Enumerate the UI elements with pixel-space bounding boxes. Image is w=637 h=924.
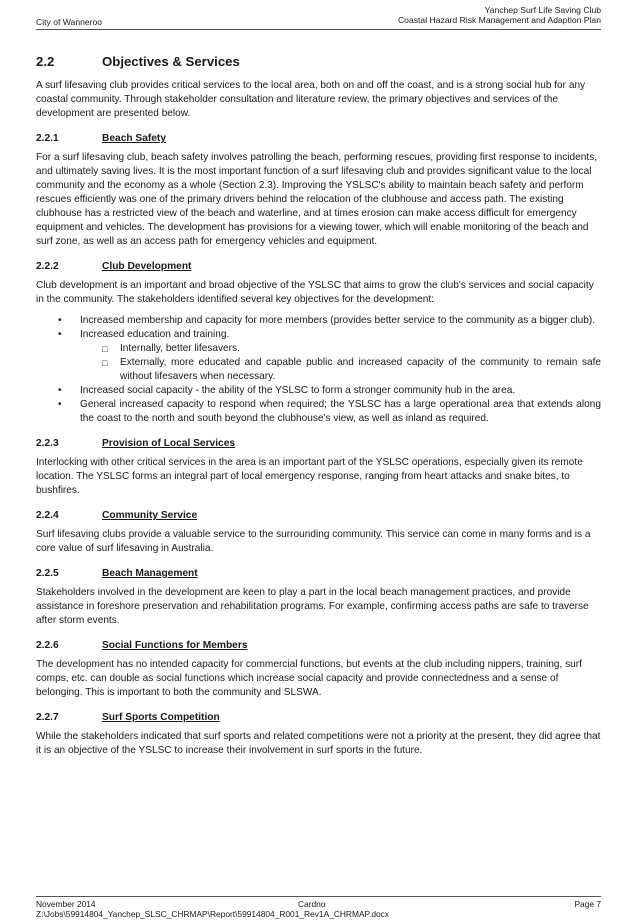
list-item <box>36 398 601 426</box>
footer-file-path: Z:\Jobs\59914804_Yanchep_SLSC_CHRMAP\Report\59914804_R001_Rev1A_CHRMAP.docx <box>36 909 390 919</box>
checkbox-bullet-icon: □ <box>102 358 108 368</box>
list-item <box>36 384 601 398</box>
bullet-icon: • <box>58 385 62 396</box>
bullet-icon: • <box>58 315 62 326</box>
local-services-text: Interlocking with other critical services in the area is an important part of the YSLSC operations, especially given its remote location. The YSLSC forms an integral part of local emergency response, ranging from heart attacks and snake bites, to bushfires. <box>36 457 583 496</box>
section-intro: A surf lifesaving club provides critical services to the local area, both on and off the coast, and is a strong social hub for any coastal community. Through stakeholder consultation and literature review, the primary objectives and services of the development are presented below. <box>36 80 586 119</box>
list-item <box>36 328 601 384</box>
sub-list-item-text: Internally, better lifesavers. <box>120 343 240 354</box>
sub-list-item <box>80 342 601 356</box>
section-heading <box>36 54 601 70</box>
list-item-text: General increased capacity to respond when required; the YSLSC has a large operational area that extends along the coast to the north and south beyond the clubhouse's view, as well as inland as required. <box>80 399 601 424</box>
subsection-heading-social-functions <box>36 639 601 652</box>
subsection-heading-local-services <box>36 437 601 450</box>
section-title: Objectives & Services <box>102 54 240 69</box>
header-project <box>398 5 601 25</box>
page-content <box>36 54 601 769</box>
subsection-number: 2.2.2 <box>36 261 59 272</box>
beach-safety-text: For a surf lifesaving club, beach safety involves patrolling the beach, performing rescues, providing first response to incidents, and ultimately saving lives. It is the most important function of a surf lifesaving club and provides significant value to the local community and the economy as a whole (Section 2.3). Improving the YSLSC's ability to maintain beach safety and perform rescues efficiently was one of the primary drivers behind the relocation of the clubhouse and access path. The existing clubhouse has a restricted view of the beach and waterline, and at times erosion can make access difficult for emergency equipment and vehicles. The development has provisions for a viewing tower, which will enable monitoring of the beach and surf zone, as well as an access path for emergency vehicles and equipment. <box>36 152 598 247</box>
subsection-heading-community-service <box>36 509 601 522</box>
club-development-text: Club development is an important and broad objective of the YSLSC that aims to grow the club's services and social capacity in the community. The stakeholders identified several key objectives for the development: <box>36 280 594 305</box>
footer-date: November 2014 <box>36 899 96 909</box>
list-item <box>36 314 601 328</box>
section-number: 2.2 <box>36 54 55 69</box>
footer-company: Cardno <box>298 899 326 909</box>
social-functions-text: The development has no intended capacity for commercial functions, but events at the club including nippers, training, surf comps, etc. can double as social functions which increase social capacity and provide connectedness and a sense of belonging. This is important to both the community and SLSWA. <box>36 659 582 698</box>
subsection-number: 2.2.1 <box>36 133 59 144</box>
sub-list-item <box>80 356 601 384</box>
community-service-text: Surf lifesaving clubs provide a valuable service to the surrounding community. This service can come in many forms and is a core value of surf lifesaving in Australia. <box>36 529 591 554</box>
subsection-number: 2.2.4 <box>36 510 59 521</box>
page-footer <box>36 896 601 919</box>
club-development-list <box>36 314 601 426</box>
list-item-text: Increased social capacity - the ability of the YSLSC to form a stronger community hub in the area. <box>80 385 516 396</box>
subsection-number: 2.2.5 <box>36 568 59 579</box>
subsection-title: Club Development <box>102 261 192 272</box>
subsection-heading-beach-management <box>36 567 601 580</box>
subsection-title: Community Service <box>102 510 198 521</box>
subsection-title: Provision of Local Services <box>102 438 236 449</box>
header-project-line1: Yanchep Surf Life Saving Club <box>484 5 601 15</box>
page-header <box>36 5 601 30</box>
subsection-number: 2.2.6 <box>36 640 59 651</box>
sub-list <box>80 342 601 384</box>
footer-page-number: Page 7 <box>574 899 601 909</box>
list-item-text: Increased membership and capacity for more members (provides better service to the community as a bigger club). <box>80 315 596 326</box>
subsection-title: Beach Management <box>102 568 198 579</box>
subsection-number: 2.2.7 <box>36 712 59 723</box>
subsection-heading-club-development <box>36 260 601 273</box>
list-item-text: Increased education and training. <box>80 329 230 340</box>
bullet-icon: • <box>58 329 62 340</box>
header-client: City of Wanneroo <box>36 17 103 27</box>
checkbox-bullet-icon: □ <box>102 344 108 354</box>
sub-list-item-text: Externally, more educated and capable public and increased capacity of the community to remain safe without lifesavers when necessary. <box>120 357 601 382</box>
subsection-heading-beach-safety <box>36 132 601 145</box>
surf-sports-text: While the stakeholders indicated that surf sports and related competitions were not a priority at the present, they did agree that it is an objective of the YSLSC to increase their involvement in surf sports in the future. <box>36 731 601 756</box>
subsection-number: 2.2.3 <box>36 438 59 449</box>
bullet-icon: • <box>58 399 62 410</box>
beach-management-text: Stakeholders involved in the development are keen to play a part in the local beach management practices, and provide assistance in foreshore preservation and rehabilitation programs. For example, confirming access paths are safe to traverse after storm events. <box>36 587 589 626</box>
subsection-heading-surf-sports <box>36 711 601 724</box>
subsection-title: Beach Safety <box>102 133 166 144</box>
subsection-title: Social Functions for Members <box>102 640 248 651</box>
header-project-line2: Coastal Hazard Risk Management and Adaption Plan <box>397 15 601 25</box>
subsection-title: Surf Sports Competition <box>102 712 220 723</box>
